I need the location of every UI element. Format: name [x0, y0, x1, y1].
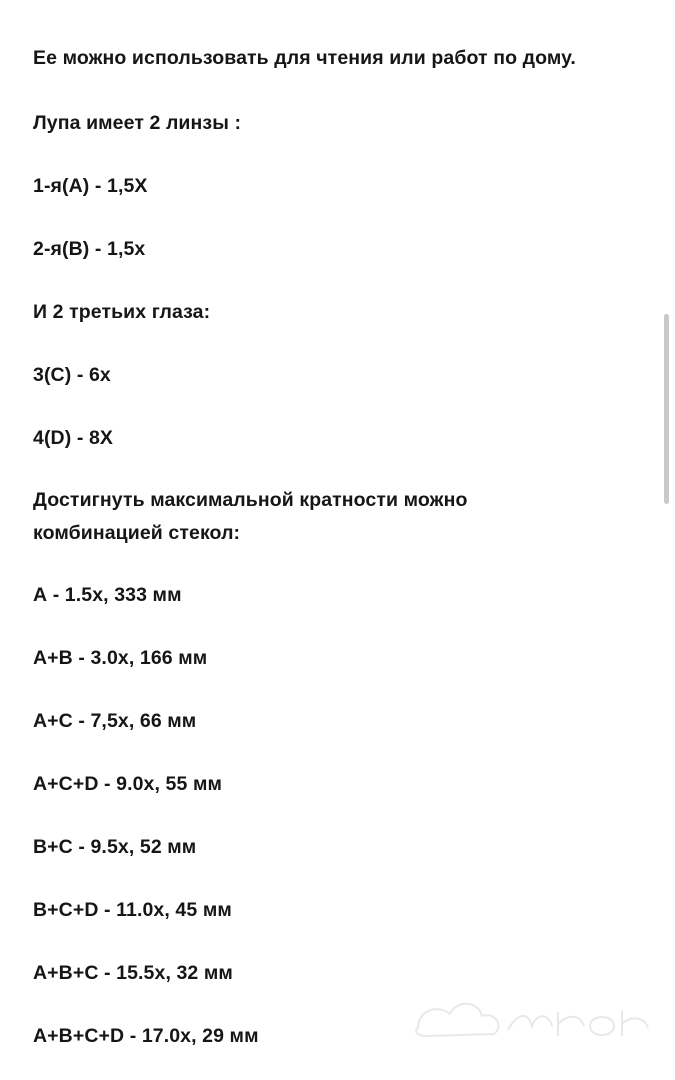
combo-ac: А+С - 7,5х, 66 мм	[33, 710, 197, 732]
combo-abc: А+В+С - 15.5х, 32 мм	[33, 962, 233, 984]
combo-abcd: А+В+С+D - 17.0х, 29 мм	[33, 1025, 259, 1047]
combo-bc: В+С - 9.5х, 52 мм	[33, 836, 197, 858]
combo-a: А - 1.5х, 333 мм	[33, 584, 182, 606]
combo-bcd: В+С+D - 11.0х, 45 мм	[33, 899, 232, 921]
lens-count-text: Лупа имеет 2 линзы :	[33, 112, 242, 134]
third-eyes-text: И 2 третьих глаза:	[33, 301, 211, 323]
lens-a-text: 1-я(А) - 1,5Х	[33, 175, 148, 197]
max-zoom-text-line2: комбинацией стекол:	[33, 522, 241, 544]
intro-text: Ее можно использовать для чтения или работ по дому.	[33, 47, 576, 69]
lens-d-text: 4(D) - 8X	[33, 427, 113, 449]
combo-ab: А+В - 3.0х, 166 мм	[33, 647, 208, 669]
platform-logo-watermark-icon	[408, 990, 658, 1050]
lens-c-text: 3(С) - 6х	[33, 364, 111, 386]
vertical-scrollbar[interactable]	[664, 314, 669, 504]
combo-acd: А+С+D - 9.0х, 55 мм	[33, 773, 222, 795]
lens-b-text: 2-я(В) - 1,5х	[33, 238, 146, 260]
max-zoom-text-line1: Достигнуть максимальной кратности можно	[33, 489, 468, 511]
